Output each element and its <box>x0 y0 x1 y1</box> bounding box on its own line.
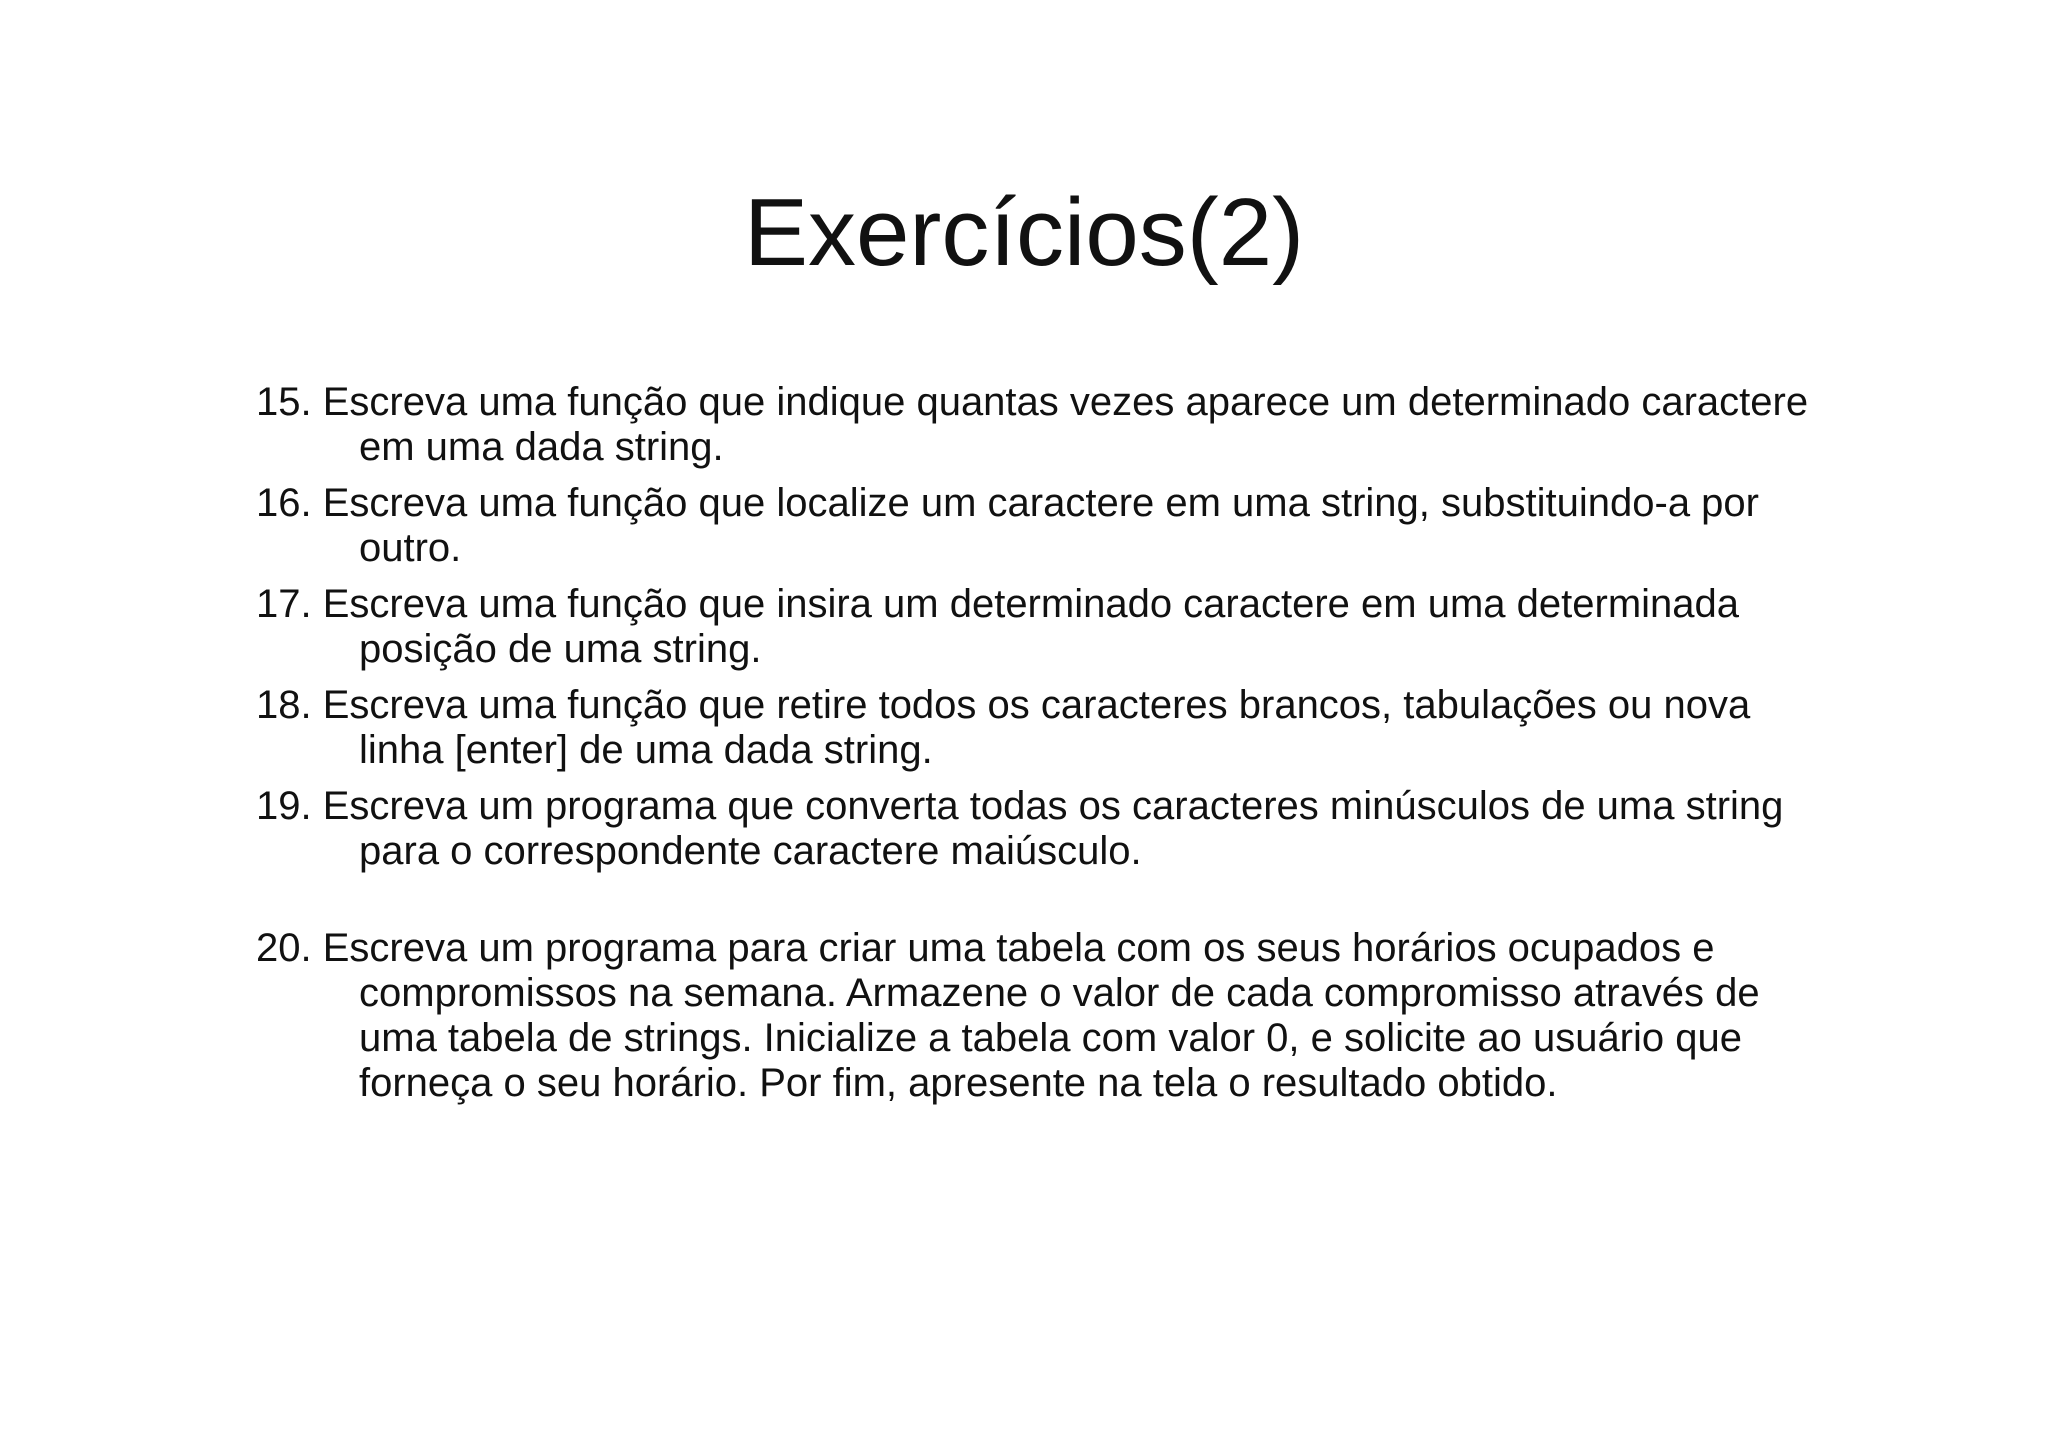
exercise-text: Escreva um programa que converta todas os caracteres minúsculos de uma string para o correspondente caractere maiúsculo. <box>322 784 1784 873</box>
exercise-number: 19. <box>256 784 312 828</box>
exercise-list <box>256 380 1816 1117</box>
slide-title: Exercícios(2) <box>743 179 1305 286</box>
exercise-text: Escreva uma função que indique quantas vezes aparece um determinado caractere em uma dada string. <box>322 380 1809 469</box>
exercise-text: Escreva uma função que insira um determinado caractere em uma determinada posição de uma string. <box>322 582 1740 671</box>
exercise-item-18 <box>256 683 1816 773</box>
exercise-number: 15. <box>256 380 312 424</box>
exercise-item-17 <box>256 582 1816 672</box>
exercise-item-16 <box>256 481 1816 571</box>
exercise-text: Escreva uma função que localize um caractere em uma string, substituindo-a por outro. <box>322 481 1759 570</box>
exercise-number: 20. <box>256 926 312 970</box>
exercise-number: 16. <box>256 481 312 525</box>
exercise-number: 17. <box>256 582 312 626</box>
exercise-item-19 <box>256 784 1816 874</box>
exercise-item-20 <box>256 926 1816 1106</box>
exercise-text: Escreva uma função que retire todos os caracteres brancos, tabulações ou nova linha [enter] de uma dada string. <box>322 683 1751 772</box>
exercise-text: Escreva um programa para criar uma tabela com os seus horários ocupados e compromissos na semana. Armazene o valor de cada compromisso através de uma tabela de strings. Inicialize a tabela com valor 0, e solicite ao usuário que forneça o seu horário. Por fim, apresente na tela o resultado obtido. <box>322 926 1760 1105</box>
exercise-number: 18. <box>256 683 312 727</box>
exercise-item-15 <box>256 380 1816 470</box>
